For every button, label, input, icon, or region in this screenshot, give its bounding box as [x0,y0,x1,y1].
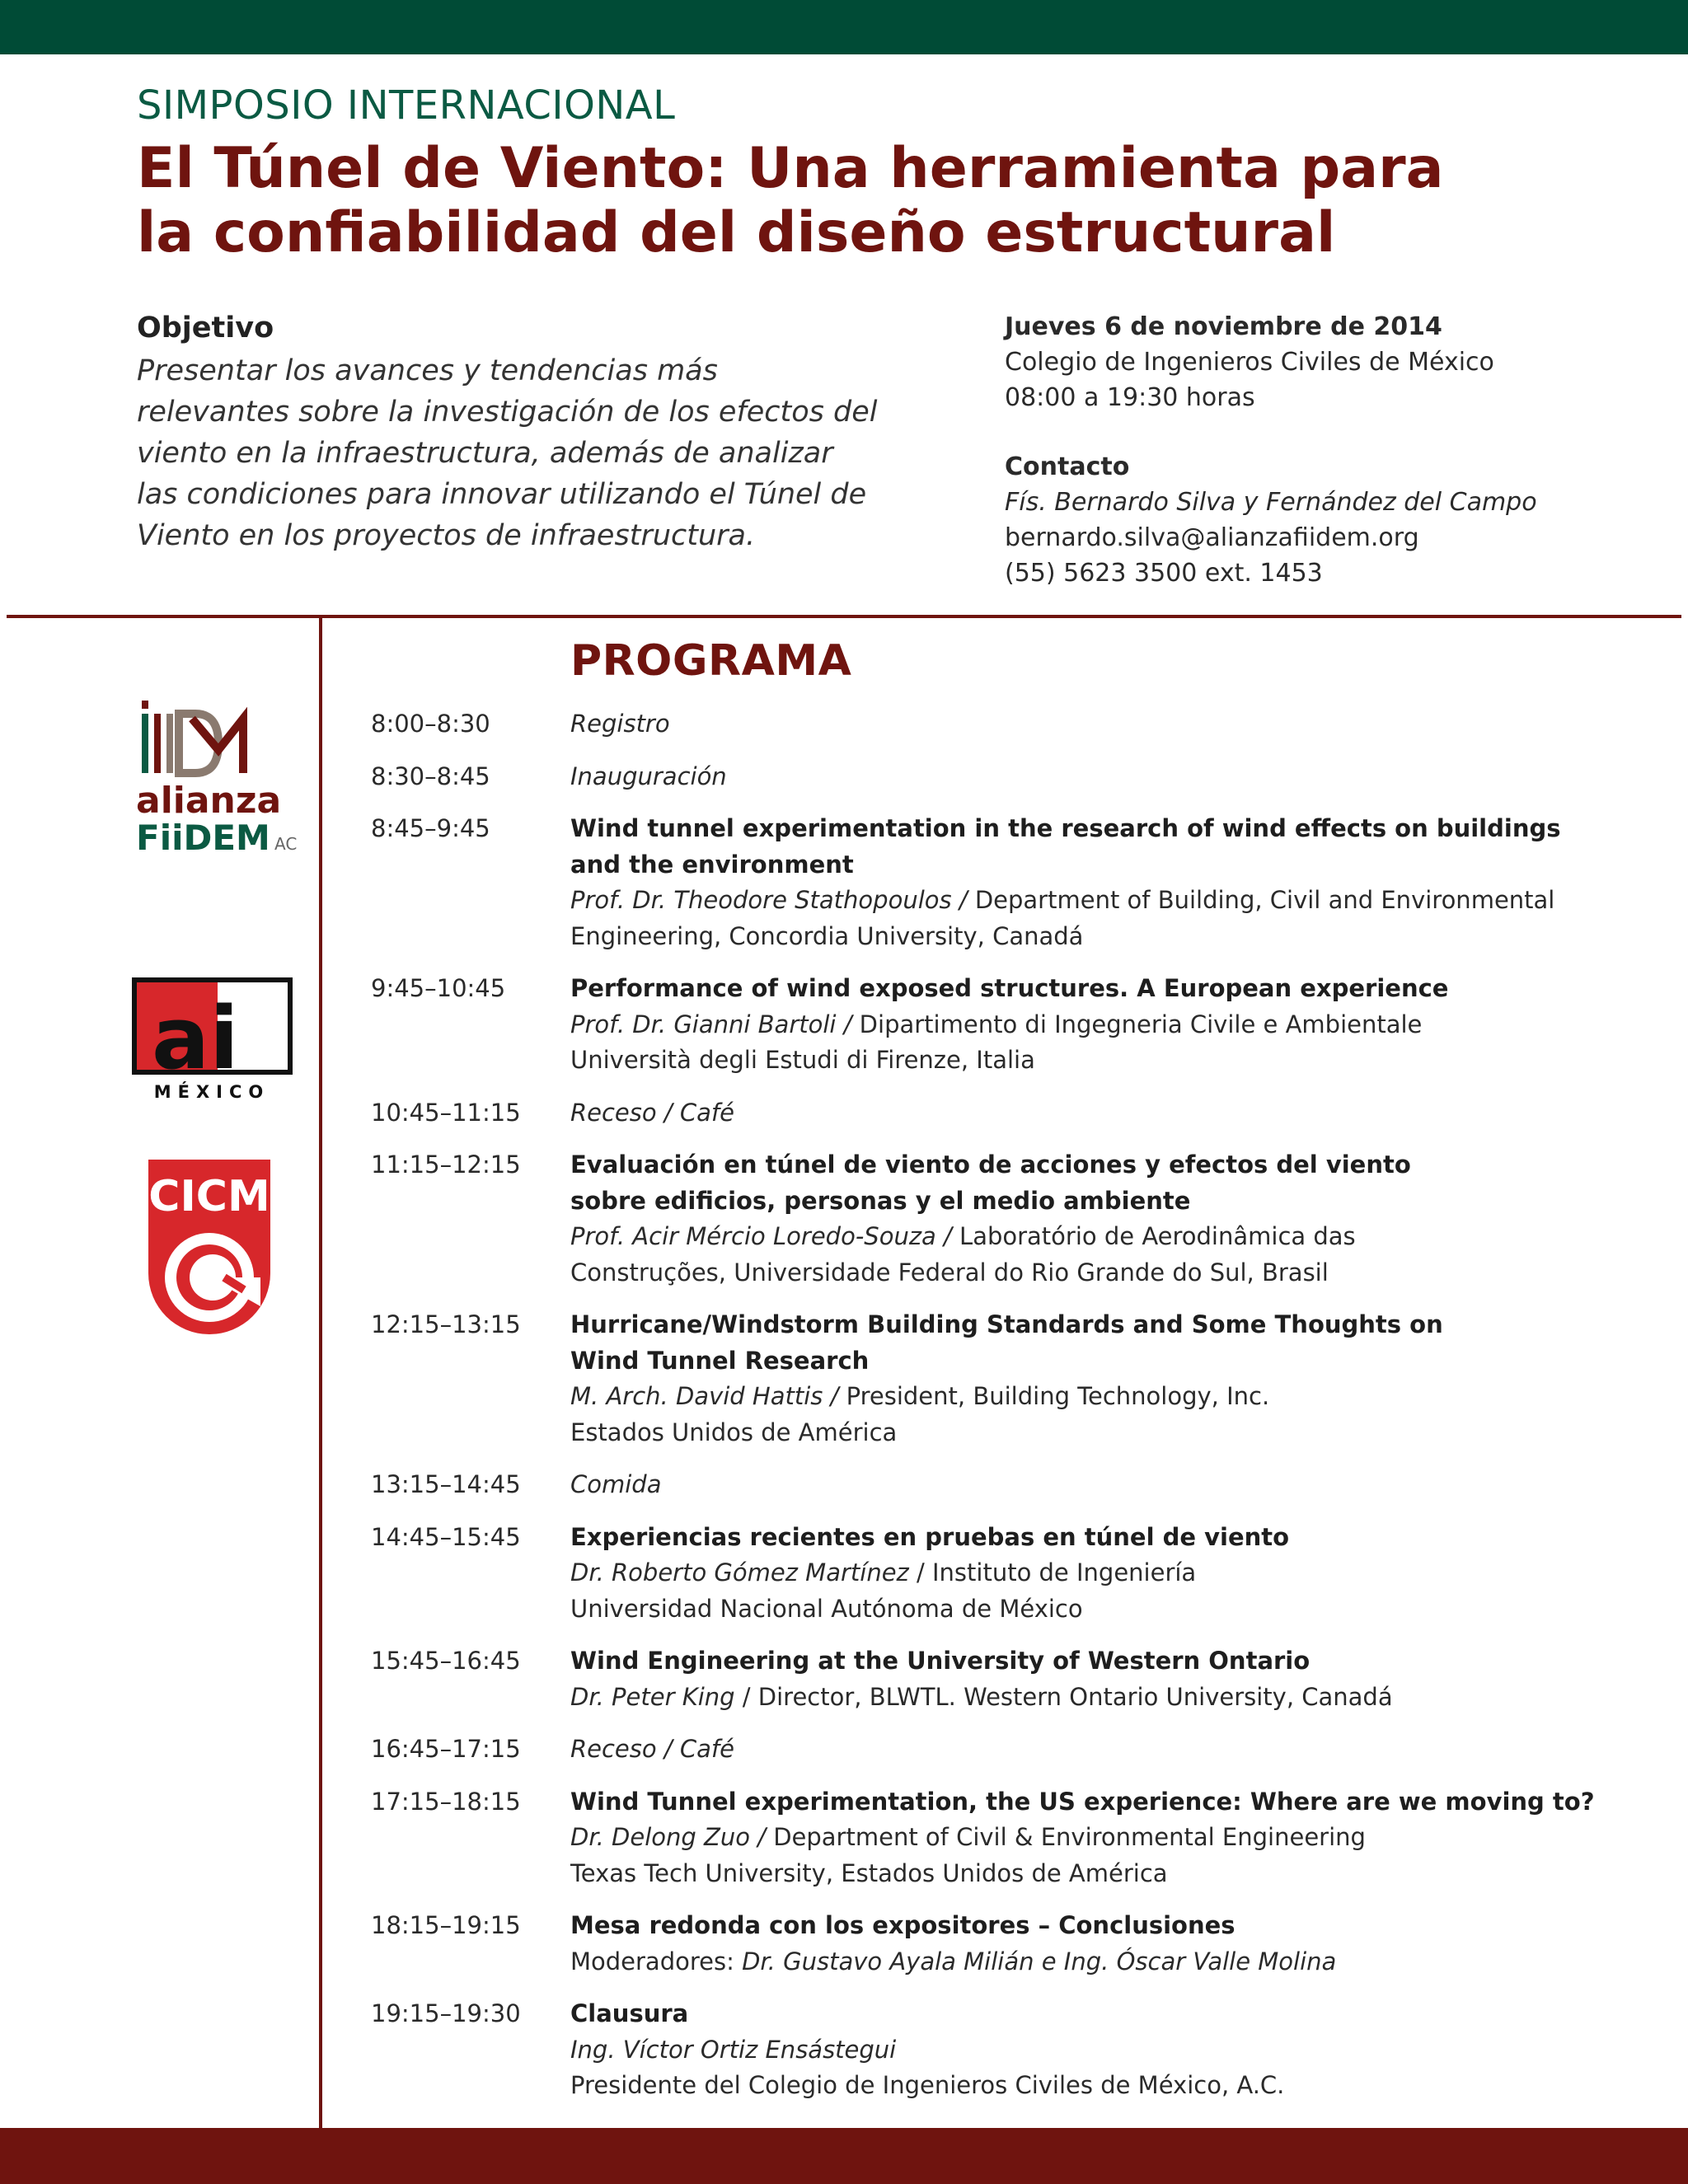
schedule-time: 10:45–11:15 [371,1098,521,1127]
cicm-logo-mark: CICM [148,1172,270,1221]
talk-title: Wind tunnel experimentation in the research of wind effects on buildings [570,814,1561,842]
schedule-time: 16:45–17:15 [371,1735,521,1763]
program-schedule [371,706,1657,2121]
contact-heading: Contacto [1005,452,1130,481]
schedule-row [371,1784,1657,1892]
speaker-affiliation: Department of Civil & Environmental Engineering [765,1823,1366,1851]
talk-title: Experiencias recientes en pruebas en túnel de viento [570,1522,1290,1551]
schedule-time: 11:15–12:15 [371,1151,521,1179]
vertical-divider [319,618,322,2128]
schedule-label: Receso / Café [570,1098,734,1127]
schedule-time: 12:15–13:15 [371,1310,521,1338]
schedule-row [371,1996,1657,2104]
ai-mexico-logo [132,977,293,1101]
schedule-label: Registro [570,710,670,738]
ai-logo-mark: ai [152,988,239,1089]
speaker-name: Dr. Delong Zuo / [570,1823,766,1851]
speaker-affiliation: Department of Building, Civil and Environmental [967,886,1555,914]
schedule-label: Inauguración [570,762,727,790]
speaker-affiliation-cont: Università degli Estudi di Firenze, Italia [570,1046,1035,1074]
bottom-banner-bar [0,2128,1688,2184]
schedule-row [371,1520,1657,1628]
talk-title-cont: and the environment [570,850,854,879]
schedule-row [371,1908,1657,1980]
schedule-time: 8:30–8:45 [371,762,490,790]
event-kicker: SIMPOSIO INTERNACIONAL [137,82,676,129]
speaker-affiliation: / Director, BLWTL. Western Ontario University, Canadá [734,1682,1393,1711]
speaker-affiliation: Dipartimento di Ingegneria Civile e Ambientale [851,1010,1423,1038]
schedule-label: Comida [570,1470,662,1498]
event-title-line-2: la confiabilidad del diseño estructural [137,200,1336,265]
ai-logo-country: MÉXICO [153,1082,270,1101]
talk-title-cont: Wind Tunnel Research [570,1346,870,1375]
event-venue: Colegio de Ingenieros Civiles de México [1005,348,1494,377]
contact-phone: (55) 5623 3500 ext. 1453 [1005,559,1323,588]
event-info [1005,309,1664,591]
schedule-row [371,706,1657,743]
moderators-prefix: Moderadores: [570,1947,743,1975]
contact-name: Fís. Bernardo Silva y Fernández del Campo [1005,488,1537,517]
speaker-affiliation-cont: Universidad Nacional Autónoma de México [570,1594,1083,1623]
schedule-time: 14:45–15:45 [371,1522,521,1551]
speaker-name: Dr. Roberto Gómez Martínez [570,1558,909,1586]
schedule-row [371,811,1657,954]
talk-title: Hurricane/Windstorm Building Standards and Some Thoughts on [570,1310,1443,1338]
schedule-row [371,1643,1657,1715]
schedule-row [371,759,1657,795]
speaker-affiliation-cont: Estados Unidos de América [570,1418,898,1446]
schedule-time: 13:15–14:45 [371,1470,521,1498]
moderators-names: Dr. Gustavo Ayala Milián e Ing. Óscar Valle Molina [742,1947,1337,1975]
talk-title: Clausura [570,1999,689,2027]
schedule-time: 19:15–19:30 [371,1999,521,2027]
speaker-affiliation: / Instituto de Ingeniería [908,1558,1197,1586]
schedule-row [371,1467,1657,1503]
schedule-row [371,1732,1657,1768]
speaker-name: Prof. Dr. Theodore Stathopoulos / [570,886,968,914]
schedule-label: Receso / Café [570,1735,734,1763]
speaker-affiliation: Laboratório de Aerodinâmica das [951,1222,1356,1250]
speaker-name: Ing. Víctor Ortiz Ensástegui [570,2035,897,2064]
schedule-time: 17:15–18:15 [371,1787,521,1816]
speaker-name: M. Arch. David Hattis / [570,1382,839,1410]
speaker-affiliation-cont: Presidente del Colegio de Ingenieros Civiles de México, A.C. [570,2071,1285,2099]
schedule-time: 8:00–8:30 [371,710,490,738]
event-title [137,137,1538,265]
horizontal-divider [7,615,1681,618]
talk-title: Performance of wind exposed structures. A European experience [570,974,1449,1002]
speaker-affiliation: President, Building Technology, Inc. [838,1382,1270,1410]
cicm-logo [145,1158,274,1335]
info-spacer [1005,415,1664,449]
fiidem-logo-suffix: AC [274,834,298,854]
talk-title: Evaluación en túnel de viento de acciones y efectos del viento [570,1151,1411,1179]
schedule-time: 9:45–10:45 [371,974,506,1002]
event-hours: 08:00 a 19:30 horas [1005,383,1255,412]
speaker-name: Prof. Dr. Gianni Bartoli / [570,1010,852,1038]
schedule-row [371,1095,1657,1132]
schedule-time: 18:15–19:15 [371,1911,521,1939]
event-date: Jueves 6 de noviembre de 2014 [1005,312,1442,341]
speaker-affiliation-cont: Engineering, Concordia University, Canadá [570,921,1084,950]
schedule-row [371,1307,1657,1451]
talk-title-cont: sobre edificios, personas y el medio ambiente [570,1186,1191,1215]
alianza-fiidem-logo [136,701,313,878]
schedule-row [371,971,1657,1079]
objective-text: Presentar los avances y tendencias más relevantes sobre la investigación de los efectos del viento en la infraestructura, además de analizar las condiciones para innovar utilizando el Túnel de Viento en los proyectos de infraestructura. [137,354,878,552]
fiidem-logo-line-1: alianza [136,780,282,822]
fiidem-logo-line-2: FiiDEM [136,818,270,858]
talk-title: Wind Tunnel experimentation, the US experience: Where are we moving to? [570,1787,1595,1816]
speaker-name: Dr. Peter King [570,1682,735,1711]
speaker-affiliation-cont: Construções, Universidade Federal do Rio Grande do Sul, Brasil [570,1258,1329,1286]
schedule-time: 15:45–16:45 [371,1647,521,1675]
schedule-row [371,1147,1657,1291]
contact-email[interactable]: bernardo.silva@alianzafiidem.org [1005,523,1419,552]
top-banner-bar [0,0,1688,54]
program-heading: PROGRAMA [570,636,852,686]
speaker-affiliation-cont: Texas Tech University, Estados Unidos de América [570,1858,1168,1887]
speaker-name: Prof. Acir Mércio Loredo-Souza / [570,1222,952,1250]
schedule-time: 8:45–9:45 [371,814,490,842]
objective-heading: Objetivo [137,312,274,344]
talk-title: Mesa redonda con los expositores – Conclusiones [570,1911,1236,1939]
event-title-line-1: El Túnel de Viento: Una herramienta para [137,136,1444,201]
talk-title: Wind Engineering at the University of Western Ontario [570,1647,1311,1675]
